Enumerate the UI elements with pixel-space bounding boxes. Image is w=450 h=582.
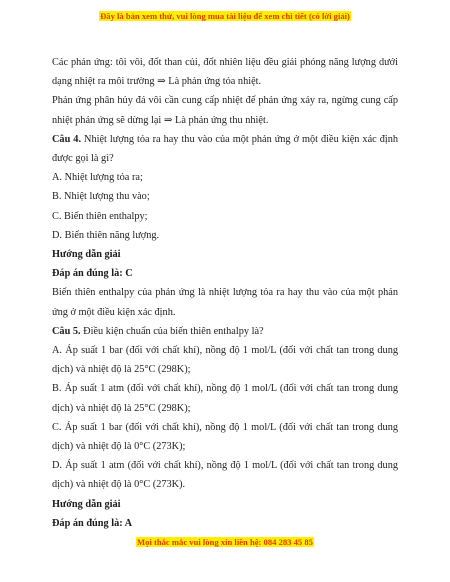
q5-option-d: D. Áp suất 1 atm (đối với chất khí), nồng độ 1 mol/L (đối với chất tan trong dung dịch) và nhiệt độ là 0°C (273K). [52,460,398,491]
question-4-text: Nhiệt lượng tỏa ra hay thu vào của một phản ứng ở một điều kiện xác định được gọi là gì? [52,133,399,165]
paragraph-exothermic: Các phản ứng: tôi vôi, đốt than củi, đốt nhiên liệu đều giải phóng năng lượng dưới dạng nhiệt ra môi trường ⇒ Là phản ứng tỏa nhiệt. [52,57,398,88]
document-body [52,53,398,533]
contact-notice-text: Mọi thắc mắc vui lòng xin liên hệ: 084 283 45 85 [137,537,313,547]
paragraph-endothermic: Phản ứng phân hủy đá vôi cần cung cấp nhiệt để phản ứng xảy ra, ngừng cung cấp nhiệt phản ứng sẽ dừng lại ⇒ Là phản ứng thu nhiệt. [52,95,398,126]
q4-answer: Đáp án đúng là: C [52,268,133,280]
question-5-text: Điều kiện chuẩn của biến thiên enthalpy là? [80,325,264,337]
q5-answer: Đáp án đúng là: A [52,517,133,529]
q4-option-b: B. Nhiệt lượng thu vào; [52,191,150,203]
question-5 [52,322,398,341]
q5-option-c: C. Áp suất 1 bar (đối với chất khí), nồng độ 1 mol/L (đối với chất tan trong dung dịch) và nhiệt độ là 0°C (273K); [52,421,398,453]
q4-explanation: Biến thiên enthalpy của phản ứng là nhiệt lượng tỏa ra hay thu vào của một phản ứng ở một điều kiện xác định. [52,287,398,318]
question-4-label: Câu 4. [52,133,82,145]
q4-option-a: A. Nhiệt lượng tỏa ra; [52,172,143,184]
q4-option-c: C. Biến thiên enthalpy; [52,210,148,222]
q5-guide-heading: Hướng dẫn giải [52,498,121,510]
contact-notice-banner [0,537,450,547]
q5-option-a: A. Áp suất 1 bar (đối với chất khí), nồng độ 1 mol/L (đối với chất tan trong dung dịch) và nhiệt độ là 25°C (298K); [52,345,398,376]
q4-guide-heading: Hướng dẫn giải [52,249,121,261]
preview-notice-banner [0,11,450,21]
question-5-label: Câu 5. [52,325,81,337]
preview-notice-text: Đây là bản xem thử, vui lòng mua tài liệu để xem chi tiết (có lời giải) [100,11,350,21]
q4-option-d: D. Biến thiên năng lượng. [52,229,160,241]
q5-option-b: B. Áp suất 1 atm (đối với chất khí), nồng độ 1 mol/L (đối với chất tan trong dung dịch) và nhiệt độ là 25°C (298K); [52,383,398,414]
question-4 [52,130,398,168]
